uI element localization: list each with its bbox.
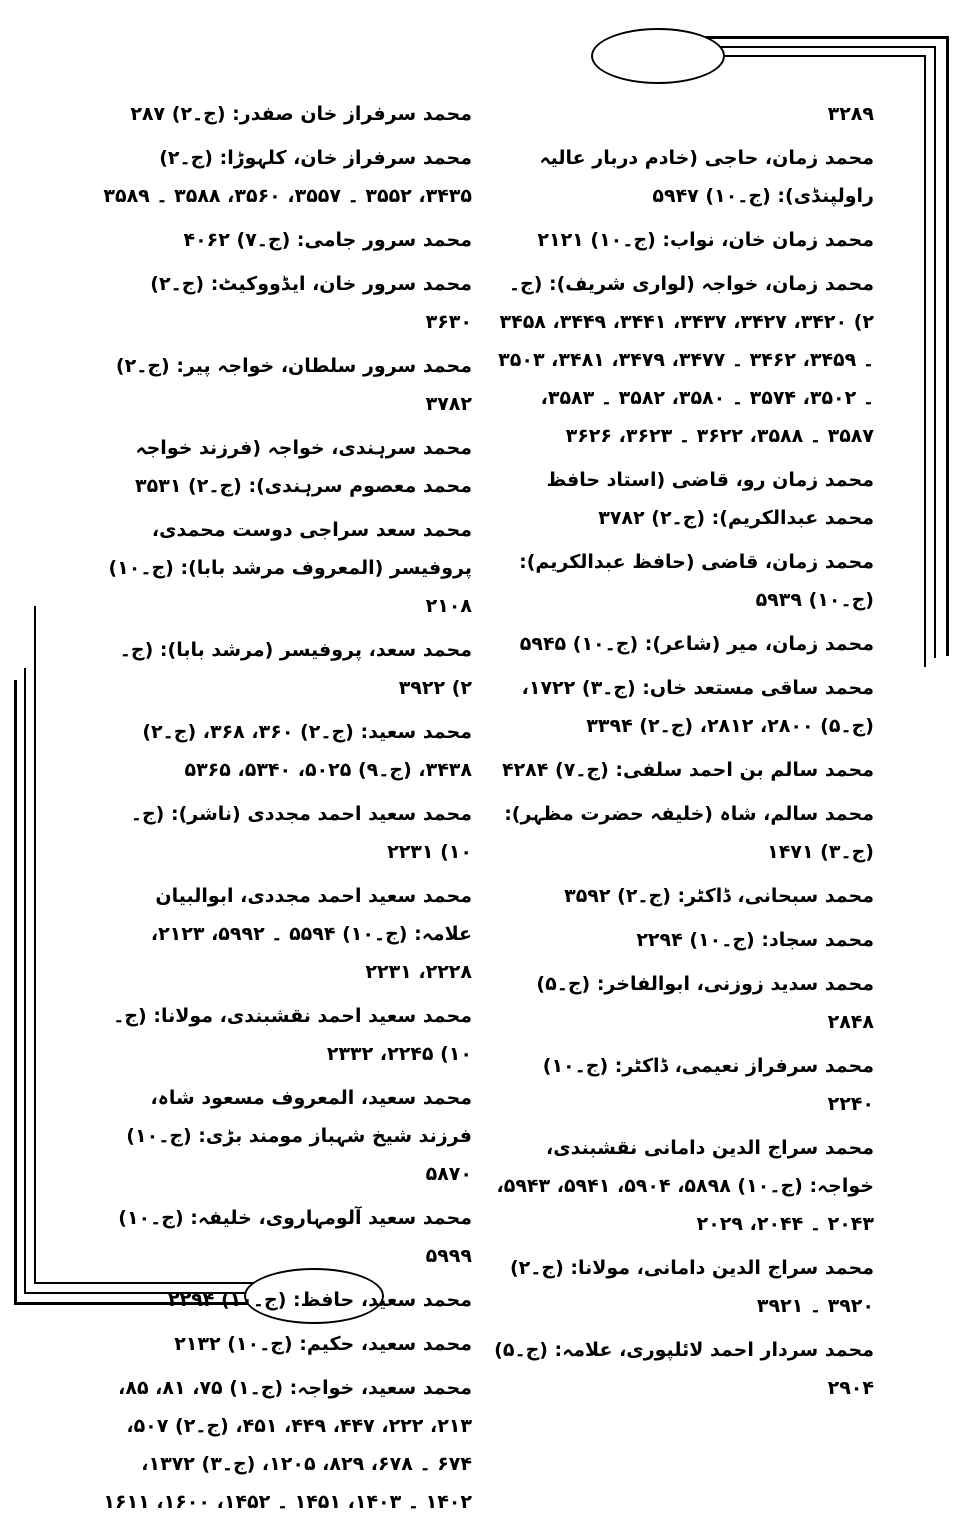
index-entry — [100, 713, 472, 789]
index-entry-text: محمد سبحانی، ڈاکٹر: (ج۔۲) ۳۵۹۲ — [564, 885, 874, 907]
index-entry — [492, 921, 874, 959]
frame-left-line-outer — [14, 680, 17, 1304]
index-entry-text: محمد سعید، حکیم: (ج۔۱۰) ۲۱۳۲ — [174, 1333, 472, 1355]
index-entry — [100, 1369, 472, 1521]
index-entry — [100, 429, 472, 505]
frame-left-line-innermost — [34, 606, 36, 1282]
frame-right-line-inner — [934, 46, 936, 658]
index-column-left — [100, 95, 472, 1527]
index-entry — [492, 795, 874, 871]
index-entry-text: محمد زمان، خواجہ (لواری شریف): (ج۔۲) ۳۴۲۰، ۳۴۲۷، ۳۴۳۷، ۳۴۴۱، ۳۴۴۹، ۳۴۵۸ ۔ ۳۴۵۹، ۳۴۶۲ ۔ ۳۴۷۷، ۳۴۷۹، ۳۴۸۱، ۳۵۰۳ ۔ ۳۵۰۲، ۳۵۷۴ ۔ ۳۵۸۰، ۳۵۸۲ ۔ ۳۵۸۳، ۳۵۸۷ ۔ ۳۵۸۸، ۳۶۲۲ ۔ ۳۶۲۳، ۳۶۲۶ — [498, 273, 874, 447]
index-entry-text: محمد سرور خان، ایڈووکیٹ: (ج۔۲) ۳۶۳۰ — [150, 273, 472, 333]
index-entry — [100, 997, 472, 1073]
index-entry-text: محمد سعید احمد مجددی (ناشر): (ج۔۱۰) ۲۲۳۱ — [130, 803, 472, 863]
index-entry-text: محمد سراج الدین دامانی نقشبندی، خواجہ: (ج۔۱۰) ۵۸۹۸، ۵۹۰۴، ۵۹۴۱، ۵۹۴۳، ۲۰۴۳ ۔ ۲۰۴۴، ۲۰۲۹ — [496, 1137, 874, 1235]
frame-right-line-outer — [946, 36, 949, 656]
index-entry-text: محمد ساقی مستعد خاں: (ج۔۳) ۱۷۲۲، (ج۔۵) ۲۸۰۰، ۲۸۱۲، (ج۔۲) ۳۳۹۴ — [521, 677, 874, 737]
index-entry — [100, 1281, 472, 1319]
index-entry-text: ٣٢٨٩ — [827, 103, 874, 125]
index-entry-text: محمد سعید، حافظ: (ج۔۱۰) ۲۲۹۴ — [168, 1289, 472, 1311]
index-entry-text: محمد سراج الدین دامانی، مولانا: (ج۔۲) ۳۹۲۰ ۔ ۳۹۲۱ — [509, 1257, 874, 1317]
index-entry — [492, 1129, 874, 1243]
index-entry-text: محمد سرہندی، خواجہ (فرزند خواجہ محمد معصوم سرہندی): (ج۔۲) ۳۵۳۱ — [135, 437, 472, 497]
index-entry-text: محمد سعید آلومہاروی، خلیفہ: (ج۔۱۰) ۵۹۹۹ — [118, 1207, 472, 1267]
index-entry-text: محمد سعید احمد نقشبندی، مولانا: (ج۔۱۰) ۲۲۴۵، ۲۳۳۲ — [113, 1005, 472, 1065]
index-column-right — [492, 95, 874, 1413]
index-entry — [100, 347, 472, 423]
index-entry — [492, 139, 874, 215]
index-entry — [100, 139, 472, 215]
index-entry-text: محمد سردار احمد لائلپوری، علامہ: (ج۔۵) ۲۹۰۴ — [494, 1339, 874, 1399]
index-entry-text: محمد سالم بن احمد سلفی: (ج۔۷) ۴۲۸۴ — [501, 759, 874, 781]
index-entry — [100, 95, 472, 133]
frame-top-ornament — [591, 28, 725, 84]
index-entry — [492, 751, 874, 789]
index-entry — [492, 265, 874, 455]
index-entry — [100, 795, 472, 871]
index-entry — [492, 877, 874, 915]
index-entry — [492, 543, 874, 619]
index-entry-text: محمد زمان خان، نواب: (ج۔۱۰) ۲۱۲۱ — [537, 229, 874, 251]
index-entry — [492, 965, 874, 1041]
index-entry-text: محمد سعد سراجی دوست محمدی، پروفیسر (المعروف مرشد بابا): (ج۔۱۰) ۲۱۰۸ — [108, 519, 472, 617]
index-entry-text: محمد سرفراز خان صفدر: (ج۔۲) ۲۸۷ — [130, 103, 472, 125]
index-entry — [100, 877, 472, 991]
index-entry — [492, 1249, 874, 1325]
index-entry-text: محمد سدید زوزنی، ابوالفاخر: (ج۔۵) ۲۸۴۸ — [536, 973, 874, 1033]
index-entry — [100, 1079, 472, 1193]
index-entry — [492, 1047, 874, 1123]
index-entry-text: محمد سرور جامی: (ج۔۷) ۴۰۶۲ — [183, 229, 472, 251]
index-entry-text: محمد سالم، شاہ (خلیفہ حضرت مظہر): (ج۔۳) ۱۴۷۱ — [504, 803, 874, 863]
index-entry — [492, 1331, 874, 1407]
index-entry-text: محمد زمان، قاضی (حافظ عبدالکریم): (ج۔۱۰) ۵۹۳۹ — [519, 551, 874, 611]
index-entry — [100, 511, 472, 625]
index-entry-text: محمد سعید، المعروف مسعود شاہ، فرزند شیخ شہباز مومند بڑی: (ج۔۱۰) ۵۸۷۰ — [126, 1087, 472, 1185]
index-entry — [492, 95, 874, 133]
index-entry — [492, 461, 874, 537]
frame-left-line-inner — [24, 668, 26, 1294]
index-entry-text: محمد زمان، میر (شاعر): (ج۔۱۰) ۵۹۴۵ — [519, 633, 874, 655]
index-entry-text: محمد سعید: (ج۔۲) ۳۶۰، ۳۶۸، (ج۔۲) ۳۴۳۸، (ج۔۹) ۵۰۲۵، ۵۳۴۰، ۵۳۶۵ — [142, 721, 472, 781]
index-entry-text: محمد سرفراز نعیمی، ڈاکٹر: (ج۔۱۰) ۲۲۴۰ — [542, 1055, 874, 1115]
index-entry — [492, 669, 874, 745]
index-entry — [100, 221, 472, 259]
index-entry-text: محمد سعید احمد مجددی، ابوالبیان علامہ: (ج۔۱۰) ۵۵۹۴ ۔ ۵۹۹۲، ۲۱۲۳، ۲۲۲۸، ۲۲۳۱ — [150, 885, 472, 983]
index-entry-text: محمد سعد، پروفیسر (مرشد بابا): (ج۔۲) ۳۹۲۲ — [119, 639, 472, 699]
frame-right-line-innermost — [924, 55, 926, 667]
index-entry — [100, 265, 472, 341]
index-entry — [100, 631, 472, 707]
index-entry-text: محمد زمان، حاجی (خادم دربار عالیہ راولپنڈی): (ج۔۱۰) ۵۹۴۷ — [539, 147, 874, 207]
index-entry-text: محمد سجاد: (ج۔۱۰) ۲۲۹۴ — [636, 929, 874, 951]
index-entry — [492, 625, 874, 663]
index-entry — [100, 1199, 472, 1275]
index-entry-text: محمد سرور سلطان، خواجہ پیر: (ج۔۲) ۳۷۸۲ — [115, 355, 472, 415]
index-entry-text: محمد سرفراز خان، کلہوڑا: (ج۔۲) ۳۴۳۵، ۳۵۵۲ ۔ ۳۵۵۷، ۳۵۶۰، ۳۵۸۸ ۔ ۳۵۸۹ — [103, 147, 472, 207]
index-entry-text: محمد سعید، خواجہ: (ج۔۱) ۷۵، ۸۱، ۸۵، ۲۱۳، ۲۲۲، ۴۴۷، ۴۴۹، ۴۵۱، (ج۔۲) ۵۰۷، ۶۷۴ ۔ ۶۷۸، ۸۲۹، ۱۲۰۵، (ج۔۳) ۱۳۷۲، ۱۴۰۲ ۔ ۱۴۰۳، ۱۴۵۱ ۔ ۱۴۵۲، ۱۶۰۰، ۱۶۱۱ — [103, 1377, 472, 1513]
index-entry-text: محمد زمان رو، قاضی (استاد حافظ محمد عبدالکریم): (ج۔۲) ۳۷۸۲ — [546, 469, 874, 529]
index-entry — [492, 221, 874, 259]
index-entry — [100, 1325, 472, 1363]
